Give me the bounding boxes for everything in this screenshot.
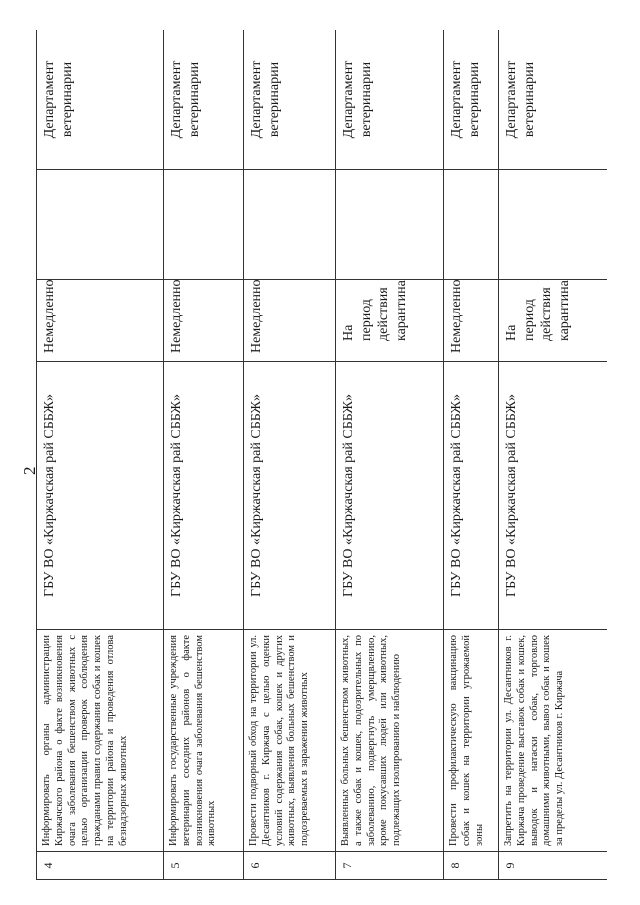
measure-text: Запретить на территории ул. Десантников г. Киржача проведение выставок собак и кошек, выводок и натаски собак, торговлю домашними животными, вывоз собак и кошек за пределы ул. Десантников г. Киржача xyxy=(499,630,608,852)
responsible: Департамент ветеринарии xyxy=(336,30,444,170)
responsible: Департамент ветеринарии xyxy=(164,30,244,170)
rotated-table-container xyxy=(36,30,607,880)
empty-cell xyxy=(244,170,336,280)
empty-cell xyxy=(444,170,499,280)
measure-text: Выявленных больных бешенством животных, а также собак и кошек, подозрительных по заболеванию, подвергнуть умерщвлению, кроме покусавших людей или животных, подлежащих изолированию и наблюдению xyxy=(336,630,444,852)
row-number: 9 xyxy=(499,852,608,880)
executor: ГБУ ВО «Киржачская рай СББЖ» xyxy=(499,362,608,630)
row-number: 6 xyxy=(244,852,336,880)
responsible: Департамент ветеринарии xyxy=(37,30,164,170)
responsible: Департамент ветеринарии xyxy=(444,30,499,170)
executor: ГБУ ВО «Киржачская рай СББЖ» xyxy=(37,362,164,630)
row-number: 7 xyxy=(336,852,444,880)
row-number: 5 xyxy=(164,852,244,880)
row-number: 4 xyxy=(37,852,164,880)
term: Немедленно xyxy=(444,280,499,362)
measure-text: Информировать органы администрации Киржачского района о факте возникновения очага заболевания бешенством животных с целью организации проверок соблюдения гражданами правил содержания собак и кошек на территории района и проведения отлова безнадзорных животных xyxy=(37,630,164,852)
table-row xyxy=(336,30,444,880)
measure-text: Провести профилактическую вакцинацию собак и кошек на территории угрожаемой зоны xyxy=(444,630,499,852)
measure-text: Информировать государственные учреждения ветеринарии соседних районов о факте возникновения очага заболевания бешенством животных xyxy=(164,630,244,852)
empty-cell xyxy=(164,170,244,280)
executor: ГБУ ВО «Киржачская рай СББЖ» xyxy=(336,362,444,630)
executor: ГБУ ВО «Киржачская рай СББЖ» xyxy=(244,362,336,630)
table-row xyxy=(164,30,244,880)
executor: ГБУ ВО «Киржачская рай СББЖ» xyxy=(164,362,244,630)
term: Немедленно xyxy=(164,280,244,362)
measure-text: Провести подворный обход на территории ул. Десантников г. Киржача с целью оценки условий содержания собак, кошек и других животных, выявления больных бешенством и подозреваемых в заражении животных xyxy=(244,630,336,852)
page-number: 2 xyxy=(20,466,39,475)
term: Немедленно xyxy=(244,280,336,362)
empty-cell xyxy=(336,170,444,280)
executor: ГБУ ВО «Киржачская рай СББЖ» xyxy=(444,362,499,630)
empty-cell xyxy=(37,170,164,280)
row-number: 8 xyxy=(444,852,499,880)
term: На период действия карантина xyxy=(499,280,608,362)
empty-cell xyxy=(499,170,608,280)
term: На период действия карантина xyxy=(336,280,444,362)
table-row xyxy=(244,30,336,880)
table-row xyxy=(444,30,499,880)
measures-table xyxy=(36,30,607,880)
table-row xyxy=(37,30,164,880)
table-row xyxy=(499,30,608,880)
responsible: Департамент ветеринарии xyxy=(499,30,608,170)
term: Немедленно xyxy=(37,280,164,362)
document-table-wrapper xyxy=(36,30,607,880)
responsible: Департамент ветеринарии xyxy=(244,30,336,170)
